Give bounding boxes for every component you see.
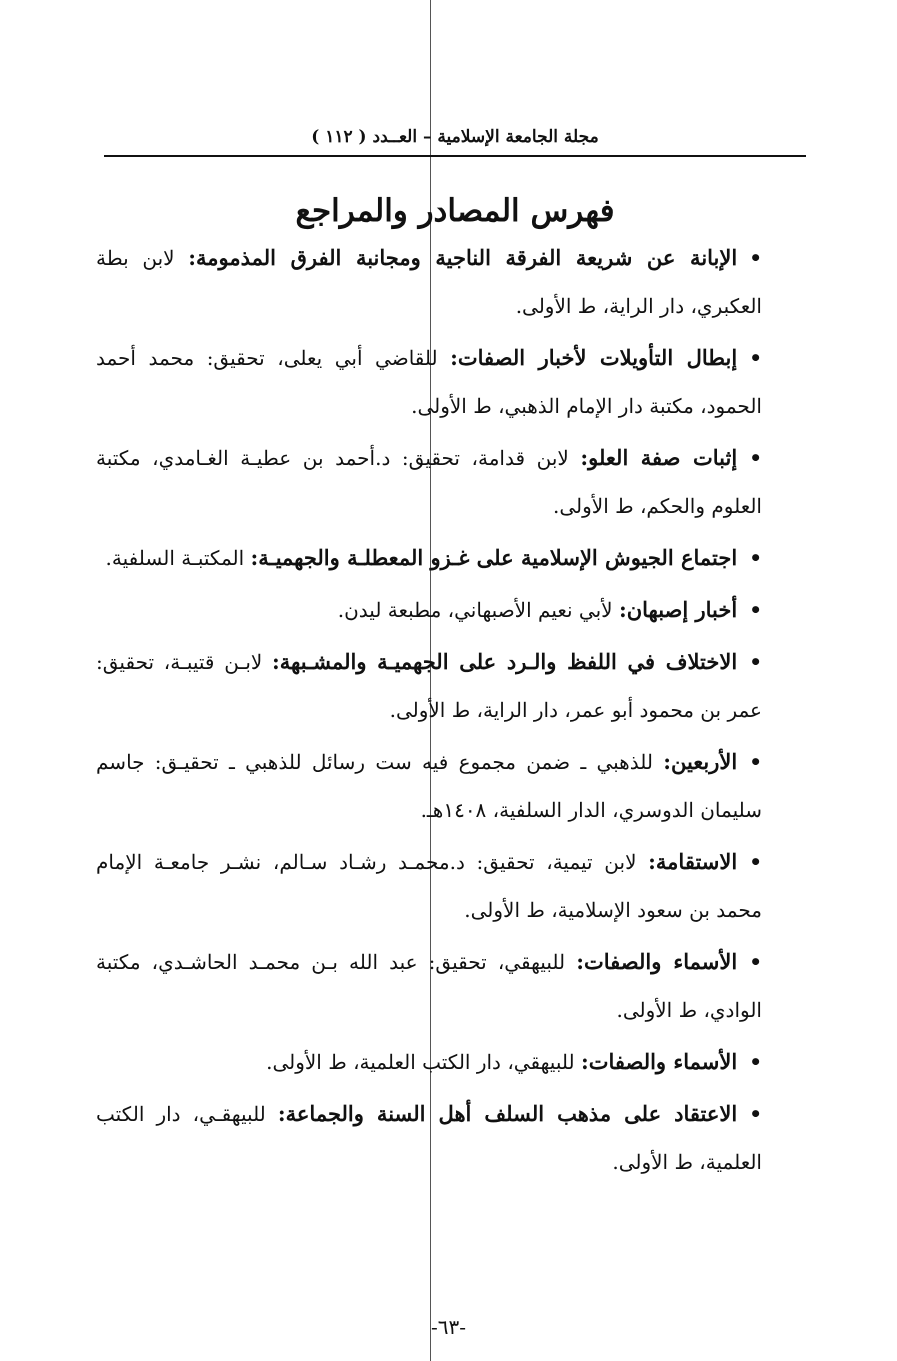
reference-item	[96, 234, 762, 330]
reference-title: الاعتقاد على مذهب السلف أهل السنة والجماعة:	[277, 1101, 738, 1126]
running-header: مجلة الجامعة الإسلامية – العــدد ( ١١٢ )	[311, 127, 599, 147]
header-rule	[104, 155, 806, 157]
reference-item	[96, 838, 762, 934]
reference-title: أخبار إصبهان:	[618, 597, 738, 622]
bullet-icon: •	[749, 446, 762, 470]
reference-item	[96, 938, 762, 1034]
page-number: -٦٣-	[430, 1315, 466, 1339]
reference-title: الأربعين:	[663, 749, 738, 774]
bullet-icon: •	[749, 950, 763, 974]
bullet-icon: •	[749, 850, 762, 874]
reference-item	[96, 334, 762, 430]
reference-title: الاختلاف في اللفظ والـرد على الجهميـة والمشـبهة:	[272, 649, 738, 674]
bullet-icon: •	[749, 546, 762, 570]
bullet-icon: •	[749, 598, 762, 622]
reference-details: للذهبي ـ ضمن مجموع فيه ست رسائل للذهبي ـ تحقيـق: جاسم سليمان الدوسري، الدار السلفية، ١٤٠٨هـ.	[96, 750, 762, 822]
reference-details: المكتبـة السلفية.	[105, 546, 245, 570]
page-title: فهرس المصادر والمراجع	[295, 193, 615, 229]
reference-title: الاستقامة:	[648, 849, 738, 874]
reference-title: إثبات صفة العلو:	[580, 445, 738, 470]
bullet-icon: •	[749, 1102, 762, 1126]
reference-item	[96, 534, 762, 582]
reference-title: الأسماء والصفات:	[576, 949, 738, 974]
reference-item	[96, 638, 762, 734]
reference-details: لابن تيمية، تحقيق: د.محمـد رشـاد سـالم، نشـر جامعـة الإمام محمد بن سعود الإسلامية، ط الأولى.	[96, 850, 762, 922]
reference-item	[96, 1038, 762, 1086]
reference-details: للبيهقي، تحقيق: عبد الله بـن محمـد الحاشـدي، مكتبة الوادي، ط الأولى.	[96, 950, 762, 1022]
reference-details: لأبي نعيم الأصبهاني، مطبعة ليدن.	[337, 598, 613, 622]
reference-details: لابـن قتيبـة، تحقيق: عمر بن محمود أبو عمر، دار الراية، ط الأولى.	[96, 650, 762, 722]
reference-title: الأسماء والصفات:	[580, 1049, 738, 1074]
reference-title: الإبانة عن شريعة الفرقة الناجية ومجانبة الفرق المذمومة:	[188, 245, 738, 270]
reference-item	[96, 738, 762, 834]
reference-details: لابن بطة العكبري، دار الراية، ط الأولى.	[96, 246, 762, 318]
reference-title: اجتماع الجيوش الإسلامية على غـزو المعطلـة والجهميـة:	[250, 545, 738, 570]
bullet-icon: •	[749, 246, 763, 270]
bullet-icon: •	[749, 1050, 762, 1074]
reference-list	[96, 234, 762, 1190]
reference-details: لابن قدامة، تحقيق: د.أحمد بن عطيـة الغـامدي، مكتبة العلوم والحكم، ط الأولى.	[96, 446, 762, 518]
reference-item	[96, 434, 762, 530]
reference-title: إبطال التأويلات لأخبار الصفات:	[450, 345, 738, 370]
reference-details: للقاضي أبي يعلى، تحقيق: محمد أحمد الحمود، مكتبة دار الإمام الذهبي، ط الأولى.	[96, 346, 762, 418]
bullet-icon: •	[749, 750, 763, 774]
reference-item	[96, 586, 762, 634]
bullet-icon: •	[749, 346, 762, 370]
reference-details: للبيهقي، دار الكتب العلمية، ط الأولى.	[266, 1050, 575, 1074]
bullet-icon: •	[749, 650, 762, 674]
reference-details: للبيهقـي، دار الكتب العلمية، ط الأولى.	[96, 1102, 762, 1174]
reference-item	[96, 1090, 762, 1186]
